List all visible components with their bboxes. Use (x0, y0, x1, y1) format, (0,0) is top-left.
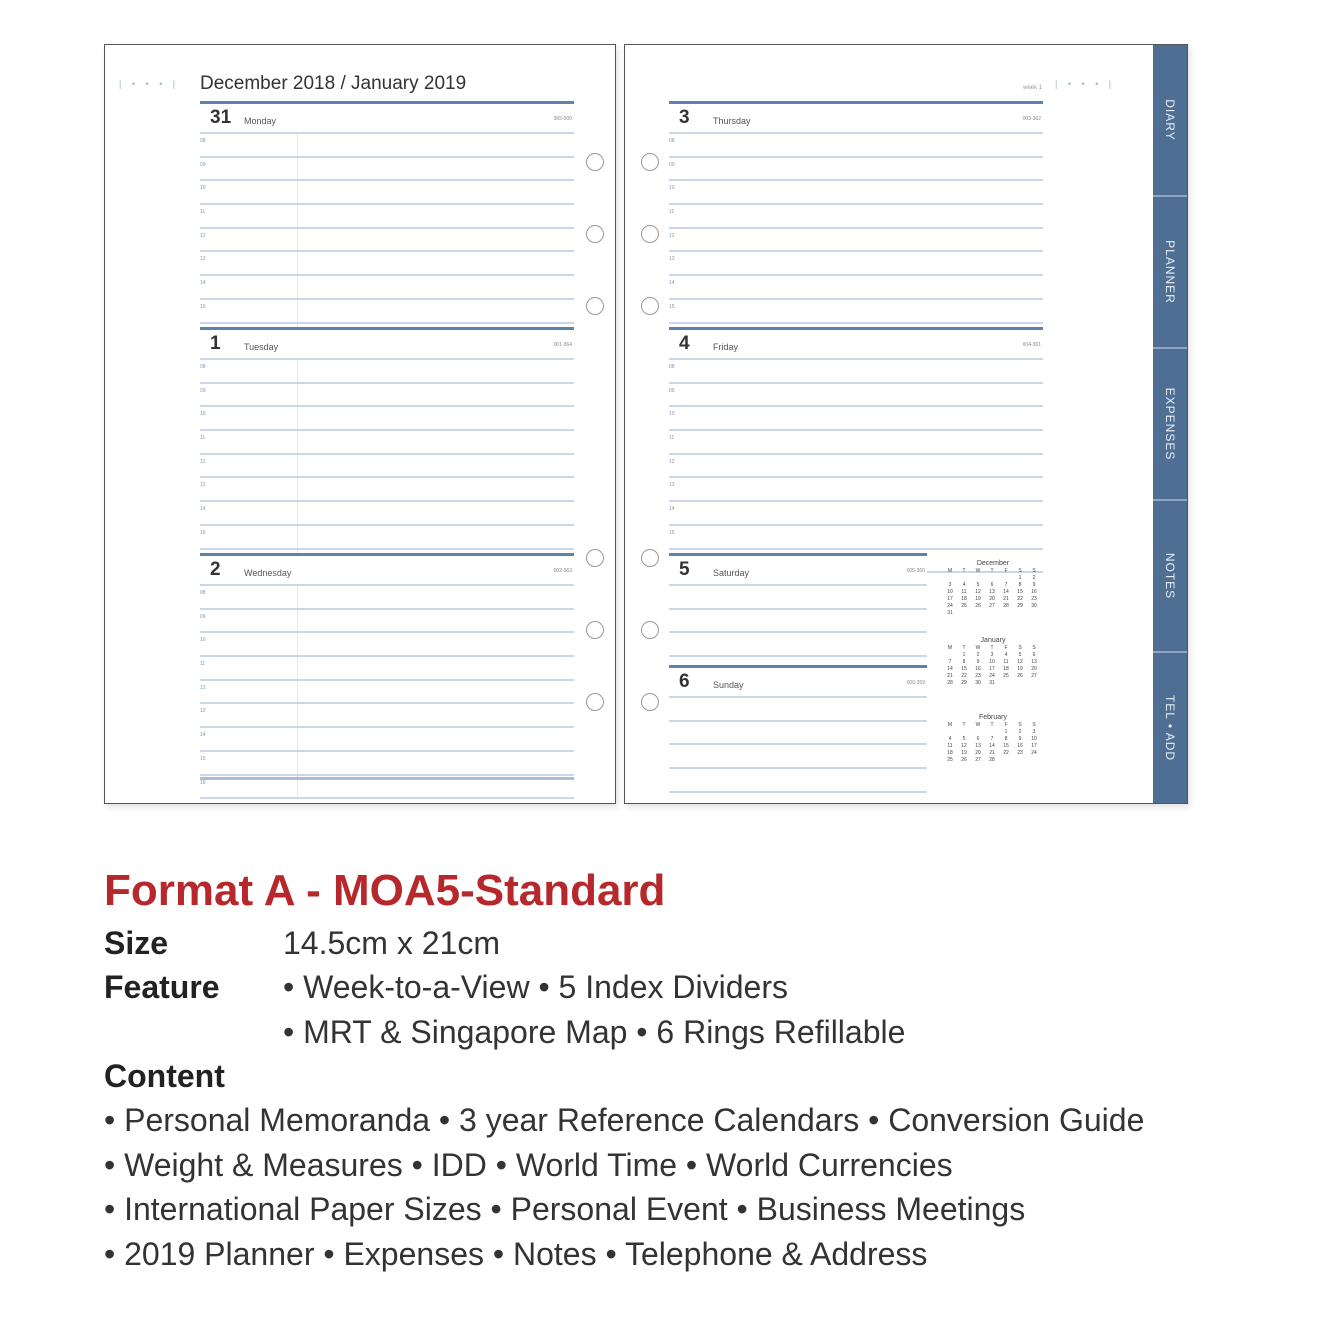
day-number: 3 (679, 107, 690, 128)
page-dots: | • • • | (1055, 79, 1116, 89)
binder-ring-hole (586, 153, 604, 171)
binder-ring-hole (641, 693, 659, 711)
day-name: Sunday (713, 680, 744, 690)
day-name: Friday (713, 342, 739, 352)
hour-row: 11 (669, 205, 1043, 229)
hour-row: 14 (669, 502, 1043, 526)
hour-row: 12 (200, 229, 574, 253)
hour-row: 11 (200, 205, 574, 229)
binder-ring-hole (586, 621, 604, 639)
tab-expenses[interactable]: EXPENSES (1153, 349, 1187, 501)
hour-row: 10 (200, 181, 574, 205)
hour-row: 09 (200, 158, 574, 182)
content-line: • Personal Memoranda • 3 year Reference Calendars • Conversion Guide (104, 1102, 1145, 1138)
diary-left-page (104, 44, 616, 804)
binder-ring-hole (641, 297, 659, 315)
hour-row: 09 (200, 384, 574, 408)
hour-row: 14 (200, 276, 574, 300)
hour-row: 09 (669, 158, 1043, 182)
hour-row: 12 (669, 455, 1043, 479)
day-block (200, 327, 574, 573)
hour-lines (200, 360, 574, 573)
content-line: • Weight & Measures • IDD • World Time • World Currencies (104, 1147, 953, 1183)
binder-ring-hole (586, 297, 604, 315)
hour-lines (200, 586, 574, 799)
hour-row: 11 (669, 431, 1043, 455)
hour-row (669, 633, 927, 657)
index-tabs (1153, 45, 1187, 803)
hour-row: 13 (200, 704, 574, 728)
hour-row: 10 (669, 407, 1043, 431)
feature-label: Feature (104, 969, 220, 1005)
binder-ring-hole (641, 153, 659, 171)
hour-row: 15 (200, 752, 574, 776)
hour-row: 10 (669, 181, 1043, 205)
size-value: 14.5cm x 21cm (283, 925, 500, 961)
day-code: 005-360 (906, 568, 925, 574)
day-name: Tuesday (244, 342, 279, 352)
binder-ring-hole (641, 225, 659, 243)
hour-lines (200, 134, 574, 347)
day-block (669, 665, 927, 793)
day-code: 003-362 (1022, 116, 1041, 122)
hour-row: 08 (200, 360, 574, 384)
hour-row (669, 769, 927, 793)
binder-ring-hole (641, 549, 659, 567)
hour-row: 14 (200, 502, 574, 526)
feature-line: • MRT & Singapore Map • 6 Rings Refillable (283, 1014, 906, 1050)
day-code: 006-359 (906, 680, 925, 686)
hour-row: 08 (669, 360, 1043, 384)
bottom-rule (200, 777, 574, 780)
hour-row: 12 (200, 681, 574, 705)
hour-row: 15 (200, 526, 574, 550)
hour-row: 12 (200, 455, 574, 479)
day-name: Wednesday (244, 568, 292, 578)
hour-row: 15 (200, 300, 574, 324)
hour-lines (669, 586, 927, 657)
day-code: 001-364 (553, 342, 572, 348)
day-number: 4 (679, 333, 690, 354)
hour-row: 09 (200, 610, 574, 634)
hour-row: 11 (200, 657, 574, 681)
hour-row: 13 (200, 252, 574, 276)
day-code: 004-361 (1022, 342, 1041, 348)
diary-right-page (624, 44, 1188, 804)
hour-row: 13 (200, 478, 574, 502)
hour-row: 14 (669, 276, 1043, 300)
tab-planner[interactable]: PLANNER (1153, 197, 1187, 349)
hour-row: 14 (200, 728, 574, 752)
content-label: Content (104, 1058, 225, 1094)
mini-calendar-february: February M T W T F S S 1 2 3 4 5 6 7 8 9 10 11 12 13 14 15 16 17 18 19 20 21 22 23 24 25 26 27 28 (947, 714, 1037, 763)
hour-row (669, 586, 927, 610)
hour-row (669, 722, 927, 746)
week-label: week 1 (1022, 85, 1042, 91)
day-name: Monday (244, 116, 277, 126)
day-number: 5 (679, 559, 690, 580)
day-block (200, 101, 574, 347)
hour-lines (669, 698, 927, 793)
binder-ring-hole (586, 549, 604, 567)
hour-row: 10 (200, 633, 574, 657)
day-number: 6 (679, 671, 690, 692)
mini-calendar-december: December M T W T F S S 1 2 3 4 5 6 7 8 9 10 11 12 13 14 15 16 17 18 19 20 21 22 23 24 25 26 27 28 29 30 31 (947, 560, 1037, 616)
hour-row: 15 (669, 300, 1043, 324)
day-block (669, 553, 927, 657)
page-dots: | • • • | (119, 79, 180, 89)
hour-row: 11 (200, 431, 574, 455)
day-number: 1 (210, 333, 221, 354)
size-label: Size (104, 925, 169, 961)
tab-diary[interactable]: DIARY (1153, 45, 1187, 197)
hour-row: 08 (669, 134, 1043, 158)
hour-row: 09 (669, 384, 1043, 408)
tab-tel-add[interactable]: TEL • ADD (1163, 694, 1177, 762)
hour-row (669, 698, 927, 722)
day-code: 002-363 (553, 568, 572, 574)
page-header-title: December 2018 / January 2019 (200, 73, 467, 94)
hour-row: 10 (200, 407, 574, 431)
hour-row: 16 (200, 776, 574, 800)
day-number: 31 (210, 107, 232, 128)
day-name: Thursday (713, 116, 751, 126)
content-line: • 2019 Planner • Expenses • Notes • Telephone & Address (104, 1236, 928, 1272)
product-title: Format A - MOA5-Standard (104, 866, 666, 915)
hour-row (669, 610, 927, 634)
hour-row (669, 745, 927, 769)
content-line: • International Paper Sizes • Personal Event • Business Meetings (104, 1191, 1026, 1227)
day-block (669, 101, 1043, 347)
hour-row: 08 (200, 134, 574, 158)
day-block (200, 553, 574, 799)
mini-calendar-january: January M T W T F S S 1 2 3 4 5 6 7 8 9 10 11 12 13 14 15 16 17 18 19 20 21 22 23 24 25 26 27 28 29 30 31 (947, 637, 1037, 686)
hour-row: 08 (200, 586, 574, 610)
tab-notes[interactable]: NOTES (1153, 501, 1187, 653)
hour-lines (669, 134, 1043, 347)
hour-row: 15 (669, 526, 1043, 550)
day-block (669, 327, 1043, 573)
binder-ring-hole (641, 621, 659, 639)
feature-line: • Week-to-a-View • 5 Index Dividers (283, 969, 788, 1005)
day-code: 365-000 (553, 116, 572, 122)
hour-row: 13 (669, 478, 1043, 502)
binder-ring-hole (586, 693, 604, 711)
day-name: Saturday (713, 568, 750, 578)
hour-lines (669, 360, 1043, 573)
hour-row: 12 (669, 229, 1043, 253)
day-number: 2 (210, 559, 221, 580)
hour-row: 13 (669, 252, 1043, 276)
binder-ring-hole (586, 225, 604, 243)
